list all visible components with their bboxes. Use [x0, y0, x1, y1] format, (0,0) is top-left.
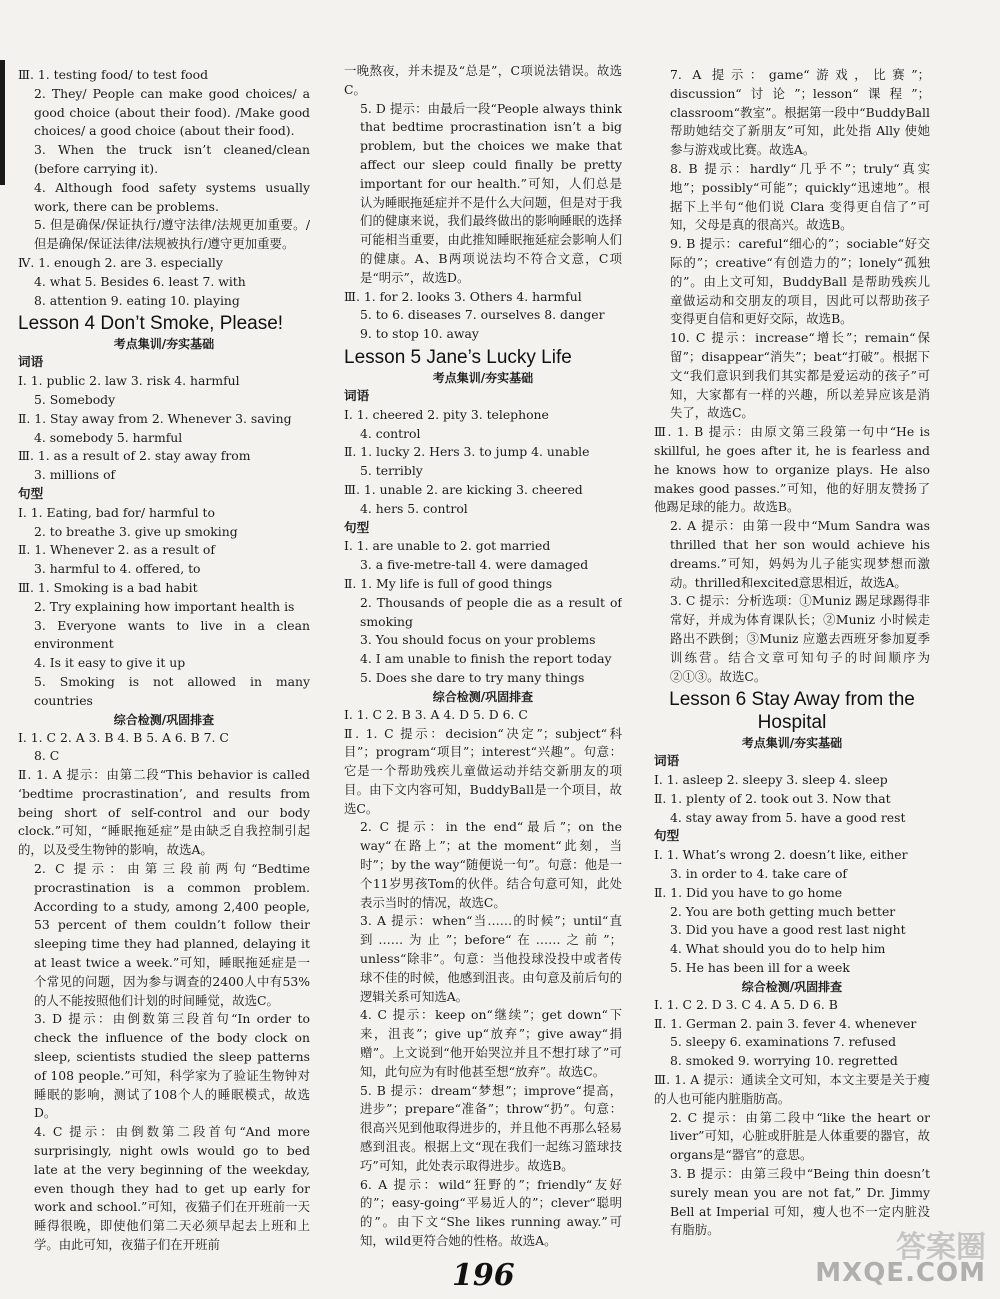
answer-line: 5. Somebody [34, 391, 116, 407]
section-subheading: 综合检测/巩固排查 [432, 689, 534, 704]
answer-line: 4. What should you do to help him [670, 941, 886, 957]
answer-line: Ⅱ. 1. A 提示：由第二段“This behavior is called ‘bedtime procrastination’, and results from being short of self-control and our body clock.”可知，“睡眠拖延症”是由缺乏自我控制引起的，以及受生物钟的影响，故选A。 [18, 767, 310, 858]
answer-line: 3. Did you have a good rest last night [670, 922, 906, 938]
lesson-heading: Lesson 5 Jane’s Lucky Life [344, 346, 572, 368]
answer-line: 4. I am unable to finish the report today [360, 651, 612, 667]
answer-line: 5. 但是确保/保证执行/遵守法律/法规更加重要。/但是确保/保证法律/法规被执行/遵守更加重要。 [34, 217, 310, 252]
answer-line: 2. C 提示：由第二段中“like the heart or liver”可知，心脏或肝脏是人体重要的器官，故organs是“器官”的意思。 [670, 1109, 930, 1163]
section-subheading: 考点集训/夯实基础 [741, 736, 843, 751]
answer-line: 5. terribly [360, 463, 423, 479]
section-subheading: 考点集训/夯实基础 [432, 370, 534, 385]
answer-line: 2. You are both getting much better [670, 903, 896, 919]
page-spine-bar [0, 60, 5, 185]
answer-line: Ⅲ. 1. A 提示：通读全文可知，本文主要是关于瘦的人也可能内脏脂肪高。 [654, 1072, 930, 1106]
category-label: 词语 [654, 753, 680, 769]
answer-line: 2. A 提示：由第一段中“Mum Sandra was thrilled that her son would achieve his dreams.”可知，妈妈为儿子能实现梦想而激动。thrilled和excited意思相近，故选A。 [670, 518, 930, 590]
watermark-logo: 答案圈 [896, 1230, 986, 1265]
answer-line: 4. Is it easy to give it up [34, 655, 186, 671]
answer-line: 4. somebody 5. harmful [34, 429, 183, 445]
answer-line: 2. Try explaining how important health is [34, 598, 295, 614]
answer-line: 5. to 6. diseases 7. ourselves 8. danger [360, 307, 605, 323]
answer-line: 4. what 5. Besides 6. least 7. with [34, 273, 246, 289]
answer-line: Ⅲ. 1. B 提示：由原文第三段第一句中“He is skillful, he goes after it, he is fearless and he knows how to organize plays. He also makes good passes.”可知，他的好朋友赞扬了他踢足球的能力。故选B。 [654, 424, 930, 515]
watermark [742, 1222, 992, 1292]
answer-line: 3. in order to 4. take care of [670, 866, 848, 882]
watermark-site: MXQE.COM [815, 1258, 986, 1288]
answer-line: 2. C 提示：in the end“最后”；on the way“在路上”；at the moment“此刻，当时”；by the way“随便说一句”。句意：他是一个11岁男孩Tom的伙伴。结合句意可知，此处表示当时的情况，故选C。 [360, 819, 622, 910]
answer-line: 3. Everyone wants to live in a clean environment [34, 617, 310, 652]
answer-line: Ⅲ. 1. Smoking is a bad habit [18, 579, 198, 595]
answer-line: 2. They/ People can make good choices/ a good choice (about their food). /Make good choices/ a good choice (about their food). [34, 85, 310, 139]
answer-line: 8. smoked 9. worrying 10. regretted [670, 1053, 898, 1069]
category-label: 句型 [654, 828, 680, 844]
answer-line: 4. C 提示：keep on“继续”；get down“下来，沮丧”；give up“放弃”；give away“捐赠”。上文说到“他开始哭泣并且不想打球了”可知，此句应为有时他甚至想“放弃”。故选C。 [360, 1007, 622, 1079]
answer-line: Ⅱ. 1. Did you have to go home [654, 884, 843, 900]
answer-line: 2. C 提示：由第三段前两句“Bedtime procrastination is a common problem. According to a study, among 2,400 people, 53 percent of them couldn’t follow their sleeping time they had planned, delaying it at least twice a week.”可知，睡眠拖延症是一个常见的问题，因为参与调查的2400人中有53%的人不能按照他们计划的时间睡觉，故选C。 [34, 861, 310, 1008]
section-subheading: 综合检测/巩固排查 [741, 979, 843, 994]
answer-line: 2. Thousands of people die as a result of smoking [360, 594, 622, 629]
answer-line: Ⅲ. 1. as a result of 2. stay away from [18, 448, 251, 464]
answer-line: 5. D 提示：由最后一段“People always think that bedtime procrastination isn’t a big problem, but the choices we make that affect our sleep could finally be pretty important for our health.”可知，人们总是认为睡眠拖延症并不是什么大问题，但是对于我们的健康来说，我们最终做出的影响睡眠的选择可能相当重要，由此推知睡眠拖延症会影响人们的健康。A、B两项说法均不符合文意，C项是“明示”，故选D。 [360, 100, 622, 285]
answer-line: 3. You should focus on your problems [360, 632, 596, 648]
answer-column-left [18, 66, 310, 1266]
answer-line: 5. He has been ill for a week [670, 960, 850, 976]
answer-line: 5. Smoking is not allowed in many countries [34, 673, 310, 708]
category-label: 句型 [18, 485, 44, 501]
answer-line: Ⅲ. 1. testing food/ to test food [18, 67, 209, 82]
answer-line: Ⅲ. 1. unable 2. are kicking 3. cheered [344, 481, 583, 497]
answer-line: Ⅰ. 1. C 2. D 3. C 4. A 5. D 6. B [654, 996, 838, 1012]
answer-line: Ⅰ. 1. C 2. B 3. A 4. D 5. D 6. C [344, 706, 528, 722]
answer-line: Ⅱ. 1. C 提示：decision“决定”；subject“科目”；program“项目”；interest“兴趣”。句意：它是一个帮助残疾儿童做运动并结交新朋友的项目。由下文内容可知，BuddyBall是一个项目，故选C。 [344, 725, 622, 816]
answer-line: Ⅳ. 1. enough 2. are 3. especially [18, 254, 223, 270]
answer-line: 3. millions of [34, 467, 116, 483]
answer-line: 9. to stop 10. away [360, 326, 479, 342]
category-label: 句型 [344, 519, 370, 535]
lesson-heading: Lesson 4 Don’t Smoke, Please! [18, 313, 284, 335]
answer-line: Ⅰ. 1. public 2. law 3. risk 4. harmful [18, 373, 240, 389]
answer-line: Ⅱ. 1. lucky 2. Hers 3. to jump 4. unable [344, 444, 590, 460]
answer-line: 3. C 提示：分析选项：①Muniz 踢足球踢得非常好，并成为体育课队长；②Muniz 小时候走路出不跌倒；③Muniz 应邀去西班牙参加夏季训练营。结合文章可知句子的时间顺序为②①③。故选C。 [670, 593, 930, 684]
answer-column-middle [344, 62, 622, 1262]
section-subheading: 综合检测/巩固排查 [113, 712, 215, 727]
page-number: 196 [452, 1258, 515, 1293]
answer-line: Ⅰ. 1. are unable to 2. got married [344, 538, 551, 554]
answer-line: 6. A 提示：wild“狂野的”；friendly“友好的”；easy-going“平易近人的”；clever“聪明的”。由下文“She likes running away.”可知，wild更符合她的性格。故选A。 [360, 1176, 622, 1249]
answer-line: 4. hers 5. control [360, 500, 468, 516]
answer-line: 5. B 提示：dream“梦想”；improve“提高，进步”；prepare“准备”；throw“扔”。句意：很高兴见到他取得进步的，并且他不再那么轻易感到沮丧。根据上文“现在我们一起练习篮球技巧”可知，此处表示取得进步。故选B。 [360, 1082, 622, 1173]
section-subheading: 考点集训/夯实基础 [113, 337, 215, 352]
category-label: 词语 [18, 354, 44, 370]
answer-line: Ⅲ. 1. for 2. looks 3. Others 4. harmful [344, 288, 582, 304]
answer-line: 4. control [360, 425, 421, 441]
answer-line: 8. attention 9. eating 10. playing [34, 292, 240, 308]
answer-column-right [654, 66, 930, 1266]
answer-line: 4. stay away from 5. have a good rest [670, 809, 906, 825]
answer-line: Ⅱ. 1. Whenever 2. as a result of [18, 542, 215, 558]
answer-line: 3. harmful to 4. offered, to [34, 561, 201, 577]
lesson-heading: Lesson 6 Stay Away from the Hospital [669, 689, 915, 734]
answer-line: 3. D 提示：由倒数第三段首句“In order to check the influence of the body clock on sleep, scientists studied the sleep patterns of 108 people.”可知，科学家为了验证生物钟对睡眠的影响，测试了108个人的睡眠模式，故选D。 [34, 1011, 310, 1121]
answer-line: Ⅰ. 1. asleep 2. sleepy 3. sleep 4. sleep [654, 772, 888, 788]
answer-line: 3. When the truck isn’t cleaned/clean (before carrying it). [34, 142, 310, 176]
answer-line: 4. Although food safety systems usually work, there can be problems. [34, 179, 310, 214]
answer-line: Ⅱ. 1. My life is full of good things [344, 575, 553, 591]
answer-line: 8. B 提示：hardly“几乎不”；truly“真实地”；possibly“可能”；quickly“迅速地”。根据下上半句“他们说 Clara 变得更自信了”可知，父母是真的很高兴。故选B。 [670, 160, 930, 233]
answer-line: Ⅰ. 1. C 2. A 3. B 4. B 5. A 6. B 7. C [18, 729, 229, 745]
answer-line: 4. C 提示：由倒数第二段首句“And more surprisingly, night owls would go to bed late at the very beginning of the weekday, even though they had to get up early for work and school.”可知，夜猫子们在开班前一天睡得很晚，即使他们第二天必须早起去上班和上学。由此可知，夜猫子们在开班前 [34, 1124, 310, 1253]
answer-line: 2. to breathe 3. give up smoking [34, 523, 238, 539]
answer-line: 3. B 提示：由第三段中“Being thin doesn’t surely mean you are not fat,” Dr. Jimmy Bell at Imperial 可知，瘦人也不一定内脏没有脂肪。 [670, 1166, 930, 1238]
answer-line: 9. B 提示：careful“细心的”；sociable“好交际的”；creative“有创造力的”；lonely“孤独的”。由上文可知，BuddyBall 是帮助残疾儿童做运动和交朋友的项目，因此可以帮助孩子变得更自信和更好交际，故选B。 [670, 236, 930, 327]
answer-line: 5. sleepy 6. examinations 7. refused [670, 1034, 897, 1050]
answer-line: Ⅰ. 1. Eating, bad for/ harmful to [18, 504, 215, 520]
answer-line: 3. A 提示：when“当……的时候”；until“直到……为止”；before“在……之前”；unless“除非”。句意：当他投球没投中或者传球不佳的时候，他感到沮丧。由句意及前后句的逻辑关系可知选A。 [360, 913, 622, 1004]
answer-line: Ⅱ. 1. plenty of 2. took out 3. Now that [654, 790, 891, 806]
answer-line: 7. A 提示：game“游戏，比赛”；discussion“讨论”；lesson“课程”；classroom“教室”。根据第一段中“BuddyBall 帮助她结交了新朋友”可知，此处指 Ally 使她参与游戏或比赛。故选A。 [670, 67, 930, 158]
answer-line: 一晚熬夜，并未提及“总是”，C项说法错误。故选C。 [344, 63, 622, 97]
answer-line: Ⅰ. 1. cheered 2. pity 3. telephone [344, 406, 549, 422]
category-label: 词语 [344, 387, 370, 403]
answer-line: 8. C [34, 748, 60, 764]
answer-line: Ⅱ. 1. Stay away from 2. Whenever 3. saving [18, 410, 292, 426]
answer-line: Ⅱ. 1. German 2. pain 3. fever 4. whenever [654, 1015, 917, 1031]
answer-line: Ⅰ. 1. What’s wrong 2. doesn’t like, either [654, 847, 908, 863]
answer-line: 5. Does she dare to try many things [360, 669, 585, 685]
answer-line: 3. a five-metre-tall 4. were damaged [360, 557, 589, 573]
answer-line: 10. C 提示：increase“增长”；remain“保留”；disappear“消失”；beat“打破”。根据下文“我们意识到我们其实都是爱运动的孩子”可知，大家都有一样的兴趣，所以差异应该是消失了，故选C。 [670, 330, 930, 421]
